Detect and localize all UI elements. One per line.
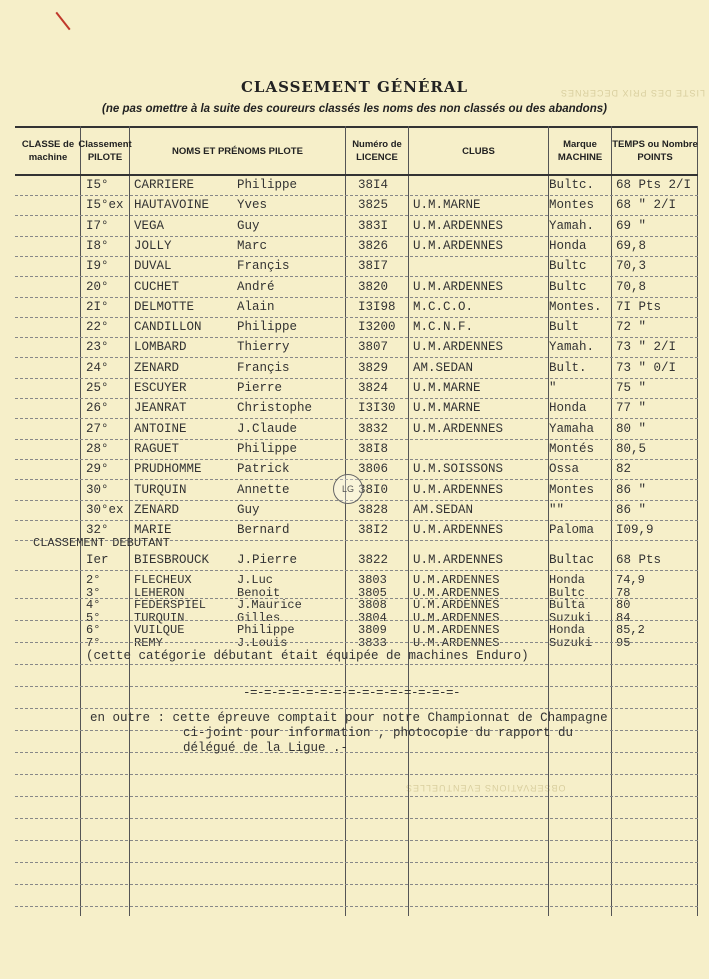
cell-rank: 4° (86, 598, 101, 612)
cell-rank: I5° (86, 178, 109, 192)
cell-nom: TURQUIN (134, 611, 185, 625)
row-rule (15, 664, 698, 665)
row-rule (15, 642, 698, 643)
cell-marque: "" (549, 503, 565, 517)
footer-line-2: ci-joint pour information , photocopie du rapport du (183, 726, 574, 740)
cell-nom: CARRIERE (134, 178, 195, 192)
separator-line: -=-=-=-=-=-=-=-=-=-=-=-=-=-=-=- (243, 686, 461, 700)
cell-rank: 2° (86, 573, 101, 587)
cell-temps: 84 (616, 611, 631, 625)
cell-marque: Paloma (549, 523, 595, 537)
cell-rank: I7° (86, 219, 109, 233)
footer-line-1: en outre : cette épreuve comptait pour notre Championnat de Champagne (90, 711, 608, 725)
cell-licence: 3829 (358, 361, 389, 375)
cell-club: U.M.ARDENNES (413, 636, 500, 650)
cell-marque: Montes. (549, 300, 602, 314)
cell-nom: MARIE (134, 523, 172, 537)
cell-prenom: J.Louis (237, 636, 288, 650)
cell-club: AM.SEDAN (413, 361, 474, 375)
cell-club: U.M.ARDENNES (413, 623, 500, 637)
cell-marque: Ossa (549, 462, 580, 476)
cell-marque: Yamaha (549, 422, 595, 436)
row-rule (15, 337, 698, 338)
cell-marque: Honda (549, 623, 586, 637)
cell-prenom: Philippe (237, 623, 295, 637)
row-rule (15, 357, 698, 358)
column-header-noms: NOMS ET PRÉNOMS PILOTE (172, 145, 303, 157)
page-subtitle: (ne pas omettre à la suite des coureurs classés les noms des non classés ou des abandons) (102, 103, 607, 115)
show-through-text-top: LISTE DES PRIX DECERNES (560, 88, 706, 98)
cell-marque: Yamah. (549, 219, 595, 233)
cell-temps: 7I Pts (616, 300, 662, 314)
cell-prenom: Marc (237, 239, 268, 253)
cell-temps: 70,8 (616, 280, 647, 294)
cell-prenom: Guy (237, 219, 260, 233)
cell-temps: 74,9 (616, 573, 645, 587)
cell-nom: LEHERON (134, 586, 185, 600)
cell-licence: 3806 (358, 462, 389, 476)
cell-prenom: Philippe (237, 320, 298, 334)
row-rule (15, 906, 698, 907)
header-rule (15, 174, 698, 176)
cell-temps: 80 (616, 598, 631, 612)
cell-marque: Honda (549, 239, 587, 253)
cell-nom: VUILQUE (134, 623, 185, 637)
cell-prenom: Patrick (237, 462, 290, 476)
cell-licence: 38I8 (358, 442, 389, 456)
cell-rank: 20° (86, 280, 109, 294)
row-rule (15, 520, 698, 521)
cell-temps: 86 " (616, 483, 647, 497)
cell-nom: CUCHET (134, 280, 180, 294)
cell-nom: LOMBARD (134, 340, 187, 354)
cell-prenom: Gilles (237, 611, 281, 625)
red-pen-mark (55, 12, 70, 31)
cell-rank: 30° (86, 483, 109, 497)
cell-licence: 3832 (358, 422, 389, 436)
cell-marque: Honda (549, 573, 586, 587)
cell-prenom: J.Claude (237, 422, 298, 436)
cell-licence: 3824 (358, 381, 389, 395)
row-rule (15, 708, 698, 709)
cell-rank: 6° (86, 623, 101, 637)
column-header-licence: Numéro de LICENCE (352, 139, 402, 163)
cell-nom: ZENARD (134, 361, 180, 375)
cell-club: U.M.ARDENNES (413, 483, 504, 497)
cell-rank: Ier (86, 553, 109, 567)
cell-licence: 3828 (358, 503, 389, 517)
cell-temps: 68 Pts 2/I (616, 178, 692, 192)
row-rule (15, 620, 698, 621)
col-divider (697, 126, 698, 916)
row-rule (15, 818, 698, 819)
cell-temps: 80,5 (616, 442, 647, 456)
column-header-classe: CLASSE de machine (21, 139, 75, 163)
row-rule (15, 598, 698, 599)
cell-rank: 7° (86, 636, 101, 650)
row-rule (15, 840, 698, 841)
cell-marque: Bultc (549, 259, 587, 273)
cell-temps: 72 " (616, 320, 647, 334)
cell-club: U.M.ARDENNES (413, 280, 504, 294)
row-rule (15, 276, 698, 277)
cell-marque: Bulta (549, 598, 586, 612)
column-header-temps: TEMPS ou Nombre POINTS (612, 139, 698, 163)
cell-club: U.M.SOISSONS (413, 462, 504, 476)
cell-temps: 80 " (616, 422, 647, 436)
row-rule (15, 774, 698, 775)
debutant-note: (cette catégorie débutant était équipée de machines Enduro) (86, 649, 529, 663)
cell-prenom: Christophe (237, 401, 313, 415)
cell-marque: Montes (549, 483, 595, 497)
cell-licence: I3I98 (358, 300, 396, 314)
cell-club: U.M.ARDENNES (413, 523, 504, 537)
cell-nom: ANTOINE (134, 422, 187, 436)
page-title: CLASSEMENT GÉNÉRAL (240, 78, 469, 96)
column-header-classement: Classement PILOTE (78, 139, 132, 163)
cell-prenom: J.Pierre (237, 553, 298, 567)
cell-marque: Suzuki (549, 611, 593, 625)
cell-club: U.M.ARDENNES (413, 219, 504, 233)
cell-rank: 28° (86, 442, 109, 456)
col-divider (80, 126, 81, 916)
cell-licence: 38I7 (358, 259, 389, 273)
cell-nom: ESCUYER (134, 381, 187, 395)
row-rule (15, 418, 698, 419)
cell-nom: HAUTAVOINE (134, 198, 210, 212)
cell-nom: DELMOTTE (134, 300, 195, 314)
cell-rank: I8° (86, 239, 109, 253)
cell-marque: " (549, 381, 557, 395)
row-rule (15, 317, 698, 318)
cell-rank: 27° (86, 422, 109, 436)
cell-licence: 38I0 (358, 483, 389, 497)
cell-club: U.M.ARDENNES (413, 598, 500, 612)
column-header-marque: Marque MACHINE (557, 139, 603, 163)
cell-licence: I3200 (358, 320, 396, 334)
column-header-clubs: CLUBS (462, 145, 495, 157)
row-rule (15, 752, 698, 753)
cell-marque: Suzuki (549, 636, 593, 650)
cell-nom: TURQUIN (134, 483, 187, 497)
cell-prenom: Guy (237, 503, 260, 517)
row-rule (15, 195, 698, 196)
cell-nom: REMY (134, 636, 163, 650)
cell-club: M.C.C.O. (413, 300, 474, 314)
cell-club: M.C.N.F. (413, 320, 474, 334)
cell-rank: 26° (86, 401, 109, 415)
cell-club: U.M.ARDENNES (413, 586, 500, 600)
cell-temps: 77 " (616, 401, 647, 415)
cell-club: U.M.ARDENNES (413, 553, 504, 567)
cell-club: U.M.ARDENNES (413, 573, 500, 587)
cell-licence: 383I (358, 219, 389, 233)
row-rule (15, 796, 698, 797)
cell-marque: Montes (549, 198, 595, 212)
cell-rank: 30°ex (86, 503, 124, 517)
cell-licence: 38I2 (358, 523, 389, 537)
cell-marque: Bultc (549, 586, 586, 600)
row-rule (15, 256, 698, 257)
cell-nom: FEDERSPIEL (134, 598, 207, 612)
cell-nom: FLECHEUX (134, 573, 192, 587)
cell-club: U.M.ARDENNES (413, 239, 504, 253)
cell-rank: 3° (86, 586, 101, 600)
row-rule (15, 884, 698, 885)
cell-licence: 3805 (358, 586, 387, 600)
cell-rank: 2I° (86, 300, 109, 314)
cell-marque: Bultac (549, 553, 595, 567)
cell-marque: Yamah. (549, 340, 595, 354)
cell-rank: 25° (86, 381, 109, 395)
cell-licence: I3I30 (358, 401, 396, 415)
cell-prenom: André (237, 280, 275, 294)
cell-club: U.M.ARDENNES (413, 340, 504, 354)
cell-rank: 32° (86, 523, 109, 537)
cell-rank: 29° (86, 462, 109, 476)
cell-rank: 24° (86, 361, 109, 375)
cell-licence: 3833 (358, 636, 387, 650)
cell-rank: I5°ex (86, 198, 124, 212)
cell-temps: 95 (616, 636, 631, 650)
row-rule (15, 215, 698, 216)
cell-marque: Montés (549, 442, 595, 456)
cell-temps: 73 " 0/I (616, 361, 677, 375)
cell-club: U.M.MARNE (413, 401, 481, 415)
cell-licence: 3822 (358, 553, 389, 567)
cell-rank: 5° (86, 611, 101, 625)
cell-temps: 68 Pts (616, 553, 662, 567)
cell-prenom: Benoit (237, 586, 281, 600)
cell-club: AM.SEDAN (413, 503, 474, 517)
cell-club: U.M.MARNE (413, 198, 481, 212)
col-divider (129, 126, 130, 916)
cell-nom: DUVAL (134, 259, 172, 273)
show-through-text-bottom: OBSERVATIONS EVENTUELLES (405, 783, 566, 793)
row-rule (15, 297, 698, 298)
cell-nom: BIESBROUCK (134, 553, 210, 567)
cell-prenom: Pierre (237, 381, 283, 395)
cell-temps: 69,8 (616, 239, 647, 253)
cell-marque: Bult. (549, 361, 587, 375)
table-frame (15, 126, 698, 918)
cell-licence: 3804 (358, 611, 387, 625)
col-divider (611, 126, 612, 916)
cell-licence: 3825 (358, 198, 389, 212)
debutant-section-label: CLASSEMENT DEBUTANT (33, 536, 170, 550)
cell-temps: 78 (616, 586, 631, 600)
cell-licence: 3809 (358, 623, 387, 637)
cell-nom: PRUDHOMME (134, 462, 202, 476)
row-rule (15, 439, 698, 440)
cell-temps: 69 " (616, 219, 647, 233)
cell-temps: I09,9 (616, 523, 654, 537)
cell-licence: 38I4 (358, 178, 389, 192)
cell-nom: JEANRAT (134, 401, 187, 415)
footer-line-3: délégué de la Ligue .- (183, 741, 349, 755)
row-rule (15, 459, 698, 460)
cell-club: U.M.ARDENNES (413, 422, 504, 436)
cell-prenom: Annette (237, 483, 290, 497)
cell-temps: 86 " (616, 503, 647, 517)
cell-nom: CANDILLON (134, 320, 202, 334)
cell-prenom: Philippe (237, 442, 298, 456)
cell-prenom: J.Luc (237, 573, 274, 587)
cell-nom: ZENARD (134, 503, 180, 517)
cell-temps: 82 (616, 462, 632, 476)
cell-prenom: Françis (237, 361, 290, 375)
cell-rank: 22° (86, 320, 109, 334)
cell-temps: 75 " (616, 381, 647, 395)
cell-prenom: Bernard (237, 523, 290, 537)
row-rule (15, 236, 698, 237)
cell-licence: 3808 (358, 598, 387, 612)
cell-rank: I9° (86, 259, 109, 273)
cell-temps: 73 " 2/I (616, 340, 677, 354)
col-divider (408, 126, 409, 916)
cell-temps: 70,3 (616, 259, 647, 273)
cell-marque: Bult (549, 320, 580, 334)
row-rule (15, 862, 698, 863)
cell-prenom: Alain (237, 300, 275, 314)
cell-temps: 85,2 (616, 623, 645, 637)
row-rule (15, 378, 698, 379)
cell-nom: VEGA (134, 219, 165, 233)
cell-marque: Bultc. (549, 178, 595, 192)
cell-rank: 23° (86, 340, 109, 354)
cell-marque: Honda (549, 401, 587, 415)
cell-prenom: Françis (237, 259, 290, 273)
cell-club: U.M.ARDENNES (413, 611, 500, 625)
cell-prenom: J.Maurice (237, 598, 302, 612)
cell-nom: JOLLY (134, 239, 172, 253)
row-rule (15, 570, 698, 571)
row-rule (15, 398, 698, 399)
cell-marque: Bultc (549, 280, 587, 294)
cell-licence: 3807 (358, 340, 389, 354)
cell-prenom: Yves (237, 198, 268, 212)
col-divider (345, 126, 346, 916)
cell-licence: 3826 (358, 239, 389, 253)
federation-logo-icon: LG (333, 474, 363, 504)
cell-temps: 68 " 2/I (616, 198, 677, 212)
cell-club: U.M.MARNE (413, 381, 481, 395)
cell-prenom: Philippe (237, 178, 298, 192)
cell-prenom: Thierry (237, 340, 290, 354)
cell-licence: 3803 (358, 573, 387, 587)
cell-licence: 3820 (358, 280, 389, 294)
cell-nom: RAGUET (134, 442, 180, 456)
